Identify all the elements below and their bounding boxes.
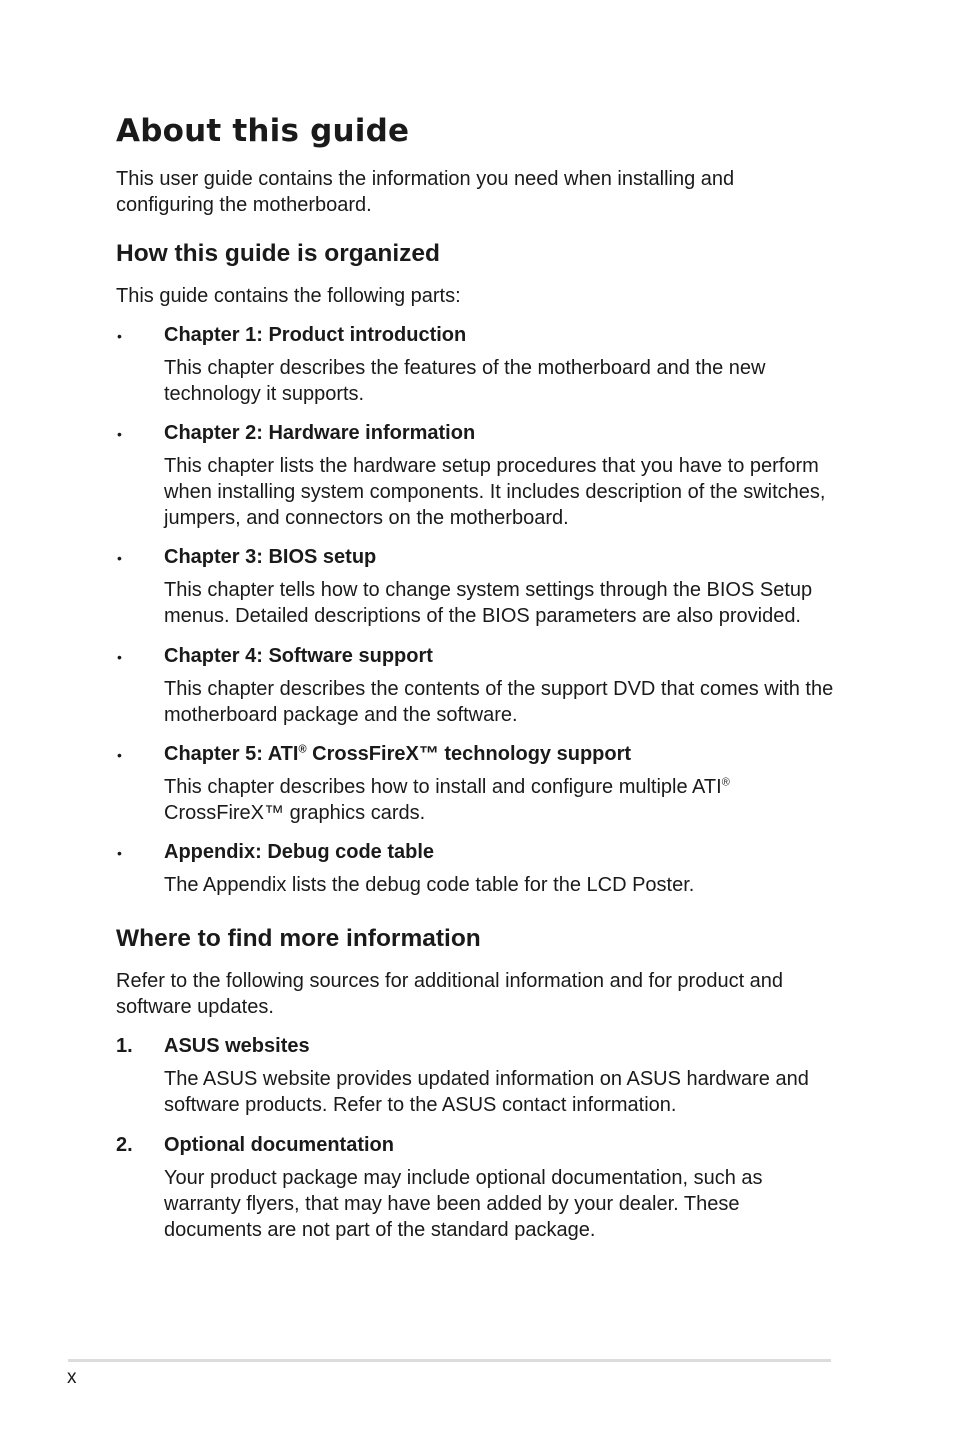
- bullet-marker: •: [117, 426, 122, 442]
- chapter-description: This chapter tells how to change system settings through the BIOS Setup menus. Detailed descriptions of the BIOS parameters are also provided.: [164, 579, 813, 627]
- chapter-description: [164, 774, 844, 826]
- chapter-title-text: Chapter 5: ATI: [164, 743, 299, 765]
- footer-divider: [68, 1359, 831, 1362]
- list-number: 2.: [116, 1134, 133, 1156]
- list-number: 1.: [116, 1035, 133, 1057]
- chapter-title: Chapter 3: BIOS setup: [164, 546, 377, 568]
- bullet-marker: •: [117, 845, 122, 861]
- info-title: Optional documentation: [164, 1134, 394, 1156]
- chapter-title: Appendix: Debug code table: [164, 841, 435, 863]
- chapter-description-text: This chapter describes how to install and configure multiple ATI: [164, 776, 722, 798]
- intro-paragraph: This user guide contains the information you need when installing and configuring the motherboard.: [116, 168, 735, 216]
- chapter-description-text: CrossFireX™ graphics cards.: [164, 802, 426, 824]
- section-heading-organized: How this guide is organized: [116, 240, 440, 267]
- bullet-marker: •: [117, 328, 122, 344]
- info-description: Your product package may include optional documentation, such as warranty flyers, that may have been added by your dealer. These documents are not part of the standard package.: [164, 1167, 763, 1241]
- chapter-description: This chapter lists the hardware setup procedures that you have to perform when installing system components. It includes description of the switches, jumpers, and connectors on the motherboard.: [164, 455, 826, 529]
- section-heading-more-info: Where to find more information: [116, 925, 481, 952]
- bullet-marker: •: [117, 550, 122, 566]
- more-info-lead: Refer to the following sources for additional information and for product and software updates.: [116, 970, 784, 1018]
- registered-mark: ®: [298, 743, 307, 756]
- chapter-description: This chapter describes the features of the motherboard and the new technology it supports.: [164, 357, 766, 405]
- registered-mark: ®: [721, 776, 730, 789]
- chapter-title: [164, 741, 631, 767]
- page-title: About this guide: [116, 113, 410, 149]
- bullet-marker: •: [117, 649, 122, 665]
- info-description: The ASUS website provides updated information on ASUS hardware and software products. Refer to the ASUS contact information.: [164, 1068, 809, 1116]
- chapter-description: This chapter describes the contents of the support DVD that comes with the motherboard package and the software.: [164, 678, 834, 726]
- chapter-title: Chapter 1: Product introduction: [164, 324, 467, 346]
- chapter-title: Chapter 2: Hardware information: [164, 422, 476, 444]
- chapter-title-text: CrossFireX™ technology support: [306, 743, 632, 765]
- bullet-marker: •: [117, 747, 122, 763]
- chapter-description: The Appendix lists the debug code table for the LCD Poster.: [164, 874, 695, 896]
- organized-lead: This guide contains the following parts:: [116, 285, 461, 307]
- info-title: ASUS websites: [164, 1035, 310, 1057]
- page-number: x: [67, 1367, 77, 1388]
- chapter-title: Chapter 4: Software support: [164, 645, 433, 667]
